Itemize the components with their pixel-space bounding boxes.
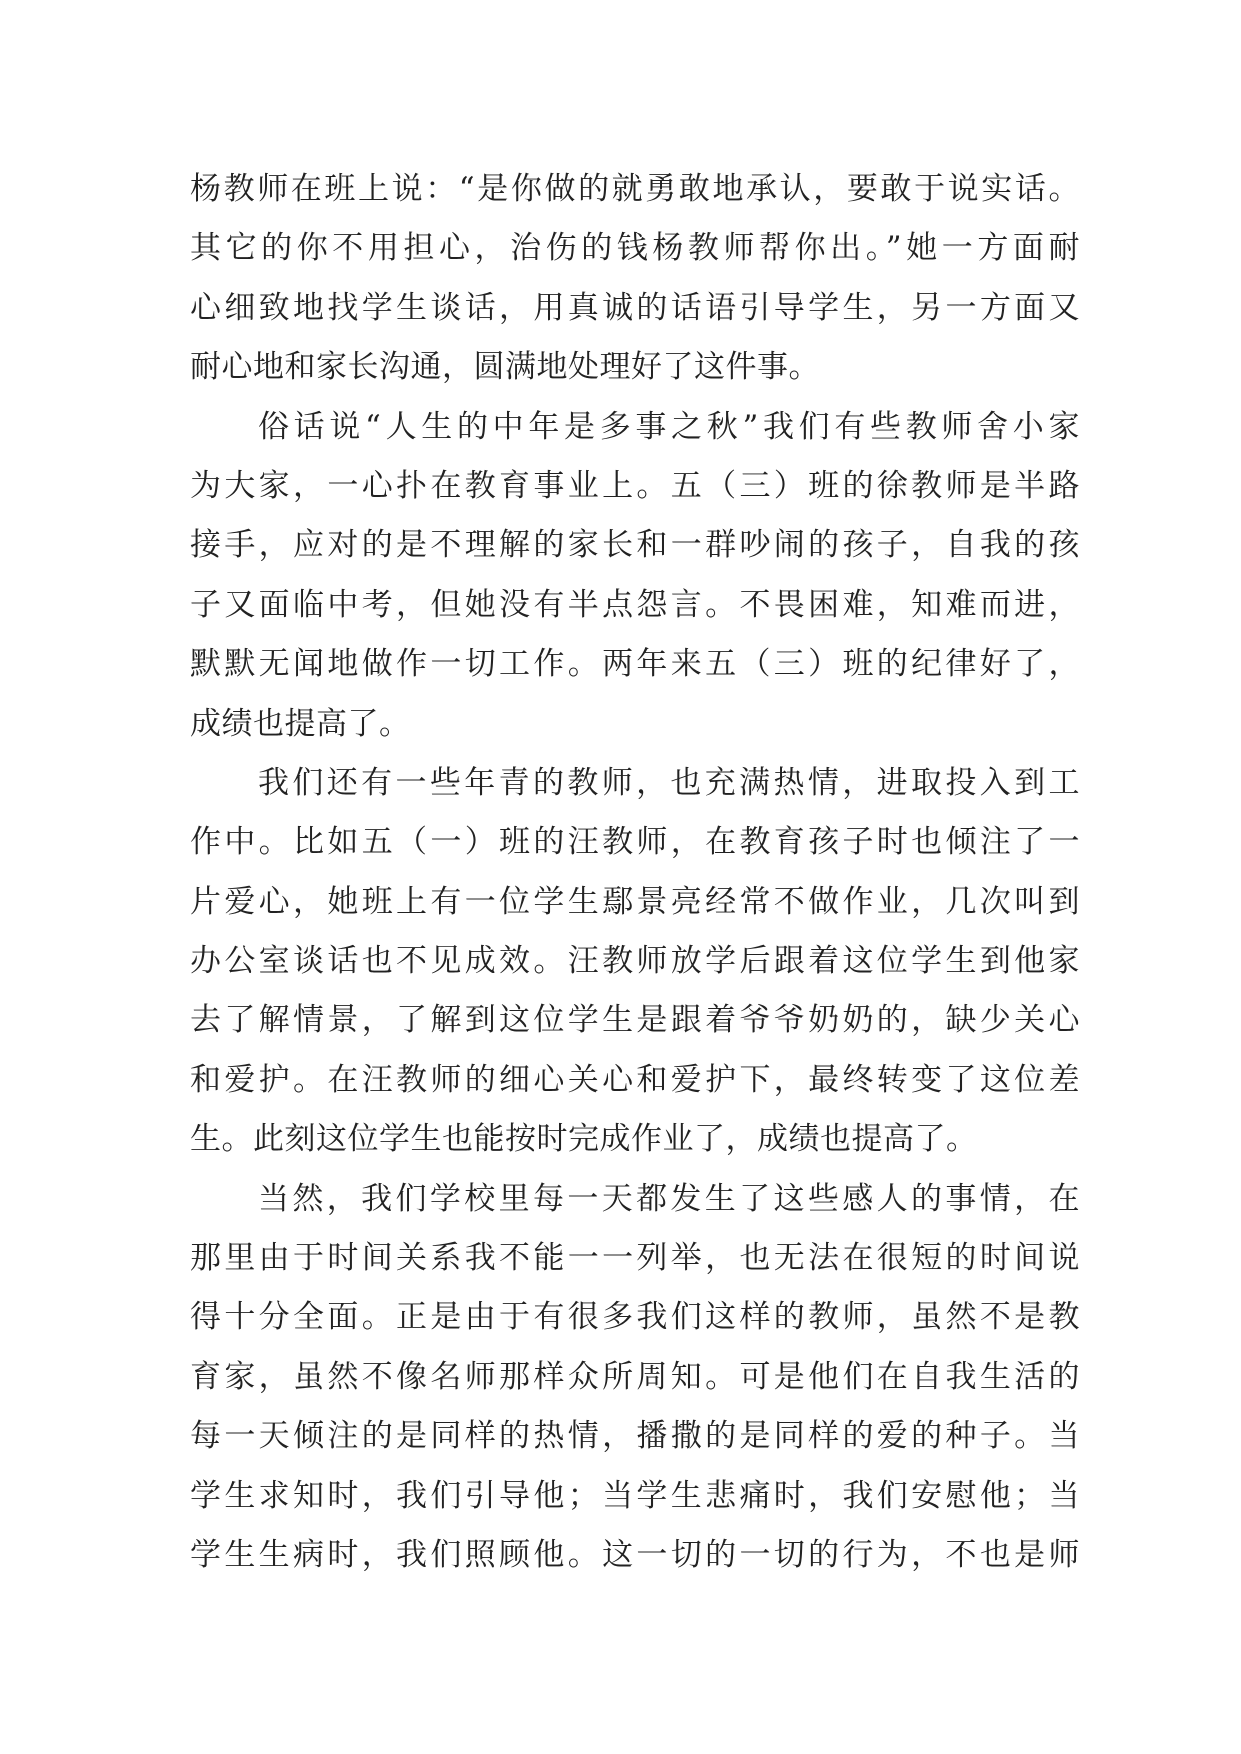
text-line: 去了解情景，了解到这位学生是跟着爷爷奶奶的，缺少关心 [190,1002,1080,1039]
text-line: 杨教师在班上说：“是你做的就勇敢地承认，要敢于说实话。 [190,171,1080,207]
text-line: 和爱护。在汪教师的细心关心和爱护下，最终转变了这位差 [190,1061,1080,1098]
text-line: 耐心地和家长沟通，圆满地处理好了这件事。 [190,349,820,386]
paragraph-first-line: 当然，我们学校里每一天都发生了这些感人的事情，在 [258,1180,1080,1217]
body-text [190,160,1080,1585]
text-line: 其它的你不用担心，治伤的钱杨教师帮你出。”她一方面耐 [190,230,1080,267]
paragraph-first-line: 俗话说“人生的中年是多事之秋”我们有些教师舍小家 [258,408,1080,445]
text-line: 为大家，一心扑在教育事业上。五（三）班的徐教师是半路 [190,467,1080,504]
text-line: 学生生病时，我们照顾他。这一切的一切的行为，不也是师 [190,1536,1080,1573]
text-line: 生。此刻这位学生也能按时完成作业了，成绩也提高了。 [190,1121,978,1158]
text-line: 每一天倾注的是同样的热情，播撒的是同样的爱的种子。当 [190,1418,1080,1455]
text-line: 得十分全面。正是由于有很多我们这样的教师，虽然不是教 [190,1299,1080,1336]
text-line: 心细致地找学生谈话，用真诚的话语引导学生，另一方面又 [190,289,1080,326]
text-line: 子又面临中考，但她没有半点怨言。不畏困难，知难而进， [190,586,1080,623]
text-line: 作中。比如五（一）班的汪教师，在教育孩子时也倾注了一 [190,824,1080,861]
text-line: 那里由于时间关系我不能一一列举，也无法在很短的时间说 [190,1240,1080,1277]
text-line: 育家，虽然不像名师那样众所周知。可是他们在自我生活的 [190,1358,1080,1395]
paragraph-first-line: 我们还有一些年青的教师，也充满热情，进取投入到工 [258,764,1080,801]
text-line: 成绩也提高了。 [190,705,411,742]
text-line: 默默无闻地做作一切工作。两年来五（三）班的纪律好了， [190,646,1080,683]
text-line: 学生求知时，我们引导他；当学生悲痛时，我们安慰他；当 [190,1477,1080,1514]
text-line: 接手，应对的是不理解的家长和一群吵闹的孩子，自我的孩 [190,527,1080,564]
text-line: 片爱心，她班上有一位学生鄢景亮经常不做作业，几次叫到 [190,883,1080,920]
text-line: 办公室谈话也不见成效。汪教师放学后跟着这位学生到他家 [190,943,1080,980]
